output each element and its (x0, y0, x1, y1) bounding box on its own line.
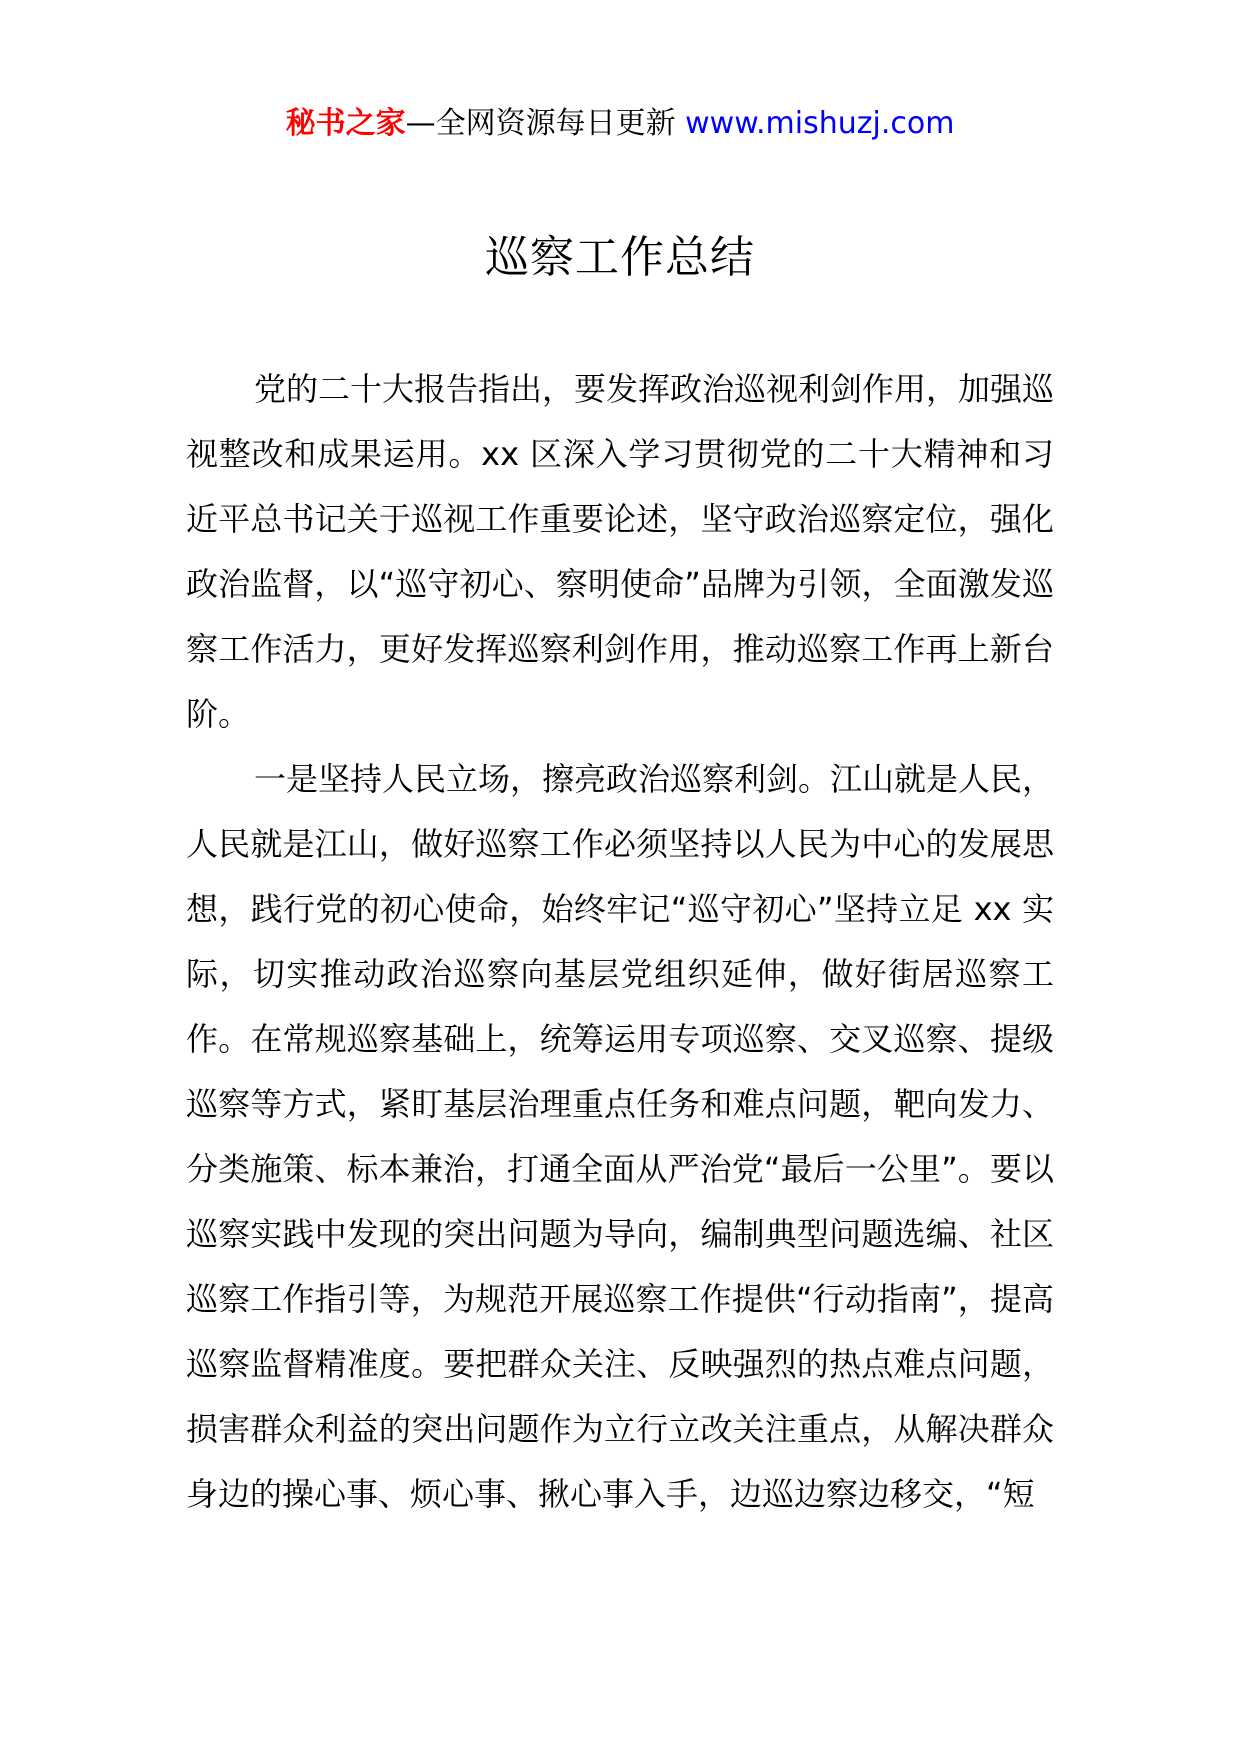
site-url-link[interactable]: www.mishuzj.com (685, 106, 955, 141)
brand-name: 秘书之家 (285, 106, 406, 141)
header-tagline: —全网资源每日更新 (405, 106, 686, 141)
site-header-banner (0, 104, 1240, 144)
section-one-paragraph: 一是坚持人民立场，擦亮政治巡察利剑。江山就是人民，人民就是江山，做好巡察工作必须坚持以人民为中心的发展思想，践行党的初心使命，始终牢记“巡守初心”坚持立足 xx 实际，切实推动政治巡察向基层党组织延伸，做好街居巡察工作。在常规巡察基础上，统筹运用专项巡察、交叉巡察、提级巡察等方式，紧盯基层治理重点任务和难点问题，靶向发力、分类施策、标本兼治，打通全面从严治党“最后一公里”。要以巡察实践中发现的突出问题为导向，编制典型问题选编、社区巡察工作指引等，为规范开展巡察工作提供“行动指南”，提高巡察监督精准度。要把群众关注、反映强烈的热点难点问题，损害群众利益的突出问题作为立行立改关注重点，从解决群众身边的操心事、烦心事、揪心事入手，边巡边察边移交，“短 (186, 760, 1055, 1513)
intro-paragraph: 党的二十大报告指出，要发挥政治巡视利剑作用，加强巡视整改和成果运用。xx 区深入学习贯彻党的二十大精神和习近平总书记关于巡视工作重要论述，坚守政治巡察定位，强化政治监督，以“巡守初心、察明使命”品牌为引领，全面激发巡察工作活力，更好发挥巡察利剑作用，推动巡察工作再上新台阶。 (186, 370, 1055, 733)
document-body (186, 357, 1054, 1527)
document-title: 巡察工作总结 (485, 232, 755, 283)
